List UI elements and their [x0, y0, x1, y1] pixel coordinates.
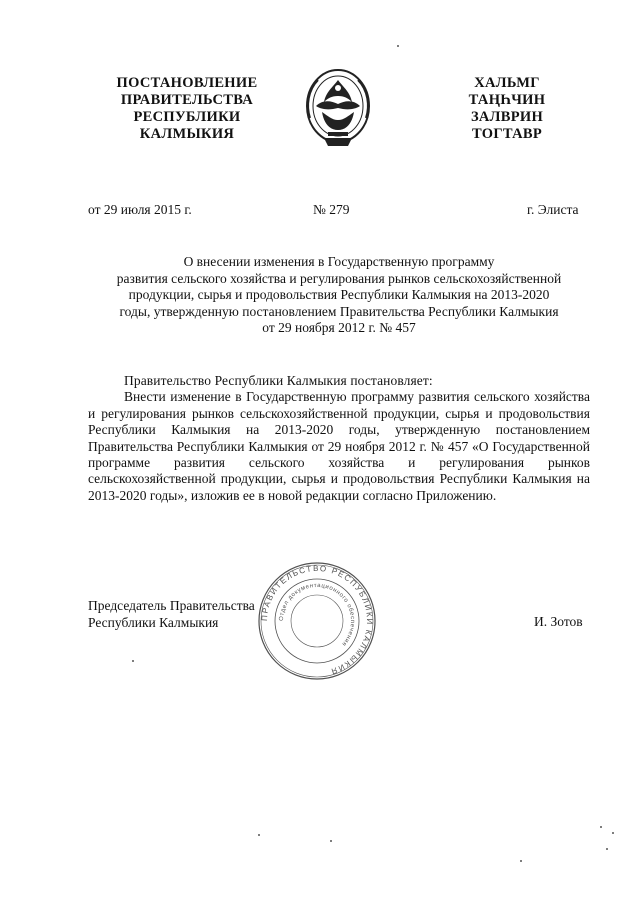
scan-speck [132, 660, 134, 662]
document-number: № 279 [313, 202, 350, 217]
scan-speck [600, 826, 602, 828]
scan-speck [606, 848, 608, 850]
header-left-line: ПРАВИТЕЛЬСТВА [120, 92, 254, 108]
stamp-inner-text: Отдел документационного обеспечения [278, 582, 356, 648]
header-left-line: ПОСТАНОВЛЕНИЕ [116, 75, 258, 91]
scan-speck [330, 840, 332, 842]
title-line: годы, утвержденную постановлением Правительства Республики Калмыкия [119, 303, 559, 319]
stamp-outer-text: ПРАВИТЕЛЬСТВО РЕСПУБЛИКИ КАЛМЫКИЯ [259, 563, 375, 677]
coat-of-arms-emblem [302, 66, 374, 154]
document-city: г. Элиста [527, 202, 579, 217]
header-right-line: ЗАЛВРИН [470, 109, 544, 125]
header-right-line: ХАЛЬМГ [474, 75, 540, 91]
scan-speck [612, 832, 614, 834]
decree-paragraph: Внести изменение в Государственную программу развития сельского хозяйства и регулирования рынков сельскохозяйственной продукции, сырья и продовольствия Республики Калмыкия на 2013-2020 годы, утвержденную постановлением Правительства Республики Калмыкия от 29 ноября 2012 г. № 457 «О Государственной программе развития сельского хозяйства и регулирования рынков сельскохозяйственной продукции, сырья и продовольствия Республики Калмыкия на 2013-2020 годы», изложив ее в новой редакции согласно Приложению. [88, 389, 590, 503]
svg-text:ПРАВИТЕЛЬСТВО РЕСПУБЛИКИ КАЛМЫ [260, 564, 374, 676]
title-line: продукции, сырья и продовольствия Республики Калмыкия на 2013-2020 [128, 287, 550, 302]
scan-speck [397, 45, 399, 47]
signatory-position-line: Республики Калмыкия [88, 614, 219, 630]
header-left-title [92, 75, 282, 143]
header-left-line: КАЛМЫКИЯ [139, 126, 235, 142]
header-right-line: ТОГТАВР [471, 126, 543, 142]
signatory-name: И. Зотов [534, 614, 583, 629]
document-title [88, 254, 590, 337]
scan-speck [520, 860, 522, 862]
svg-text:Отдел документационного обеспе [279, 583, 355, 647]
official-stamp [256, 560, 378, 682]
header-left-line: РЕСПУБЛИКИ [133, 109, 241, 125]
signatory-position [88, 598, 255, 631]
title-line: от 29 ноября 2012 г. № 457 [262, 320, 416, 335]
title-line: О внесении изменения в Государственную программу [183, 254, 495, 269]
document-body [88, 373, 590, 504]
scan-speck [258, 834, 260, 836]
header-right-title [452, 75, 562, 143]
title-line: развития сельского хозяйства и регулирования рынков сельскохозяйственной [116, 270, 562, 286]
decree-intro: Правительство Республики Калмыкия постановляет: [124, 373, 433, 388]
document-date: от 29 июля 2015 г. [88, 202, 192, 217]
header-right-line: ТАҢҺЧИН [468, 92, 546, 108]
signatory-position-line: Председатель Правительства [88, 598, 255, 613]
